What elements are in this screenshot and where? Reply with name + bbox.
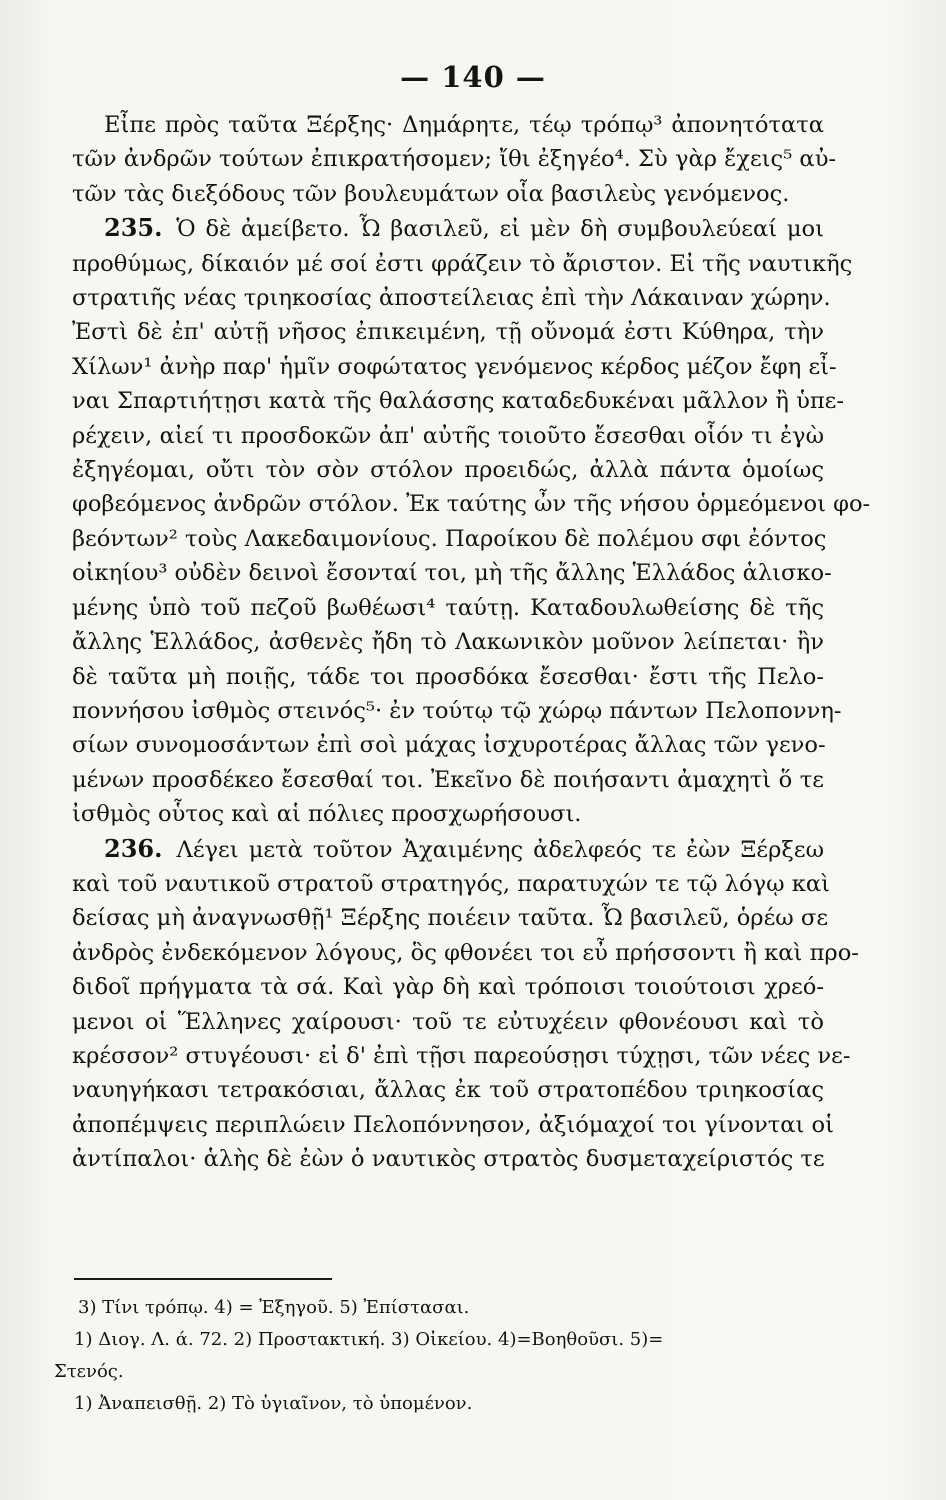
text-line: ναι Σπαρτιήτῃσι κατὰ τῆς θαλάσσης καταδεδυκέναι μᾶλλον ἢ ὑπε- — [72, 388, 845, 415]
text-line: ἐξηγέομαι, οὔτι τὸν σὸν στόλον προειδώς, ἀλλὰ πάντα ὁμοίως — [72, 457, 824, 484]
text-line: ρέχειν, αἰεί τι προσδοκῶν ἀπ' αὐτῆς τοιοῦτο ἔσεσθαι οἷόν τι ἐγὼ — [72, 422, 824, 449]
text-line — [72, 211, 824, 246]
text-line: μένης ὑπὸ τοῦ πεζοῦ βωθέωσι⁴ ταύτῃ. Καταδουλωθείσης δὲ τῆς — [72, 594, 824, 621]
text-line: φοβεόμενος ἀνδρῶν στόλον. Ἐκ ταύτης ὦν τῆς νήσου ὁρμεόμενοι φο- — [72, 491, 871, 518]
text-line: μενοι οἱ Ἕλληνες χαίρουσι· τοῦ τε εὐτυχέειν φθονέουσι καὶ τὸ — [72, 1008, 824, 1035]
footnote-line: 3) Τίνι τρόπῳ. 4) = Ἐξηγοῦ. 5) Ἐπίστασαι. — [78, 1297, 470, 1318]
text-line: ἄλλης Ἑλλάδος, ἀσθενὲς ἤδη τὸ Λακωνικὸν μοῦνον λείπεται· ἢν — [72, 629, 824, 656]
paragraph-235 — [72, 211, 871, 831]
text-line: διδοῖ πρήγματα τὰ σά. Καὶ γὰρ δὴ καὶ τρόποισι τοιούτοισι χρεό- — [72, 974, 824, 1001]
text-line: Χίλων¹ ἀνὴρ παρ' ἡμῖν σοφώτατος γενόμενος κέρδος μέζον ἔφη εἶ- — [72, 353, 837, 380]
footnote-line: Στενός. — [54, 1361, 124, 1382]
main-text — [72, 108, 871, 1177]
text-line: δείσας μὴ ἀναγνωσθῇ¹ Ξέρξης ποιέειν ταῦτα. Ὦ βασιλεῦ, ὁρέω σε — [72, 905, 829, 932]
text-line: οἰκηίου³ οὐδὲν δεινοὶ ἔσονταί τοι, μὴ τῆς ἄλλης Ἑλλάδος ἁλισκο- — [72, 560, 832, 587]
text-line: Ἐστὶ δὲ ἐπ' αὐτῇ νῆσος ἐπικειμένη, τῇ οὔνομά ἐστι Κύθηρα, τὴν — [72, 319, 824, 346]
text-line: ἀνδρὸς ἐνδεκόμενον λόγους, ὃς φθονέει τοι εὖ πρήσσοντι ἢ καὶ προ- — [72, 939, 859, 966]
text-line: προθύμως, δίκαιόν μέ σοί ἐστι φράζειν τὸ ἄριστον. Εἰ τῆς ναυτικῆς — [72, 250, 853, 277]
page-number: — 140 — — [400, 60, 546, 94]
text-line-content: Λέγει μετὰ τοῦτον Ἀχαιμένης ἀδελφεός τε ἐὼν Ξέρξεω — [176, 836, 824, 863]
footnote-line: 1) Ἀναπεισθῇ. 2) Τὸ ὑγιαῖνον, τὸ ὑπομένον. — [74, 1393, 473, 1414]
text-line: καὶ τοῦ ναυτικοῦ στρατοῦ στρατηγός, παρατυχών τε τῷ λόγῳ καὶ — [72, 870, 830, 897]
text-line: τῶν ἀνδρῶν τούτων ἐπικρατήσομεν; ἴθι ἐξηγέο⁴. Σὺ γὰρ ἔχεις⁵ αὐ- — [72, 146, 837, 173]
paragraph-intro — [72, 108, 837, 211]
text-line — [72, 832, 824, 867]
footnotes — [54, 1292, 814, 1420]
text-line: ναυηγήκασι τετρακόσιαι, ἄλλας ἐκ τοῦ στρατοπέδου τριηκοσίας — [72, 1077, 824, 1104]
text-line: ποννήσου ἰσθμὸς στεινός⁵· ἐν τούτῳ τῷ χώρῳ πάντων Πελοποννη- — [72, 697, 842, 724]
paragraph-236 — [72, 832, 859, 1177]
text-line: σίων συνομοσάντων ἐπὶ σοὶ μάχας ἰσχυροτέρας ἄλλας τῶν γενο- — [72, 732, 826, 759]
text-line: Εἶπε πρὸς ταῦτα Ξέρξης· Δημάρητε, τέῳ τρόπῳ³ ἀπονητότατα — [104, 112, 824, 138]
text-line: μένων προσδέκεο ἔσεσθαί τοι. Ἐκεῖνο δὲ ποιήσαντι ἀμαχητὶ ὅ τε — [72, 766, 824, 793]
footnote-divider — [74, 1278, 332, 1280]
text-line: κρέσσον² στυγέουσι· εἰ δ' ἐπὶ τῇσι παρεούσῃσι τύχῃσι, τῶν νέες νε- — [72, 1042, 851, 1069]
text-line: ἀποπέμψεις περιπλώειν Πελοπόννησον, ἀξιόμαχοί τοι γίνονται οἱ — [72, 1111, 835, 1138]
text-line: στρατιῆς νέας τριηκοσίας ἀποστείλειας ἐπὶ τὴν Λάκαιναν χώρην. — [72, 285, 831, 312]
section-number: 236. — [104, 833, 163, 863]
text-line-content: Ὁ δὲ ἀμείβετο. Ὦ βασιλεῦ, εἰ μὲν δὴ συμβουλεύεαί μοι — [176, 216, 824, 243]
text-line: δὲ ταῦτα μὴ ποιῇς, τάδε τοι προσδόκα ἔσεσθαι· ἔστι τῆς Πελο- — [72, 663, 824, 690]
footnote-line: 1) Διογ. Λ. ά. 72. 2) Προστακτική. 3) Οἰκείου. 4)=Βοηθοῦσι. 5)= — [74, 1329, 664, 1350]
text-line: τῶν τὰς διεξόδους τῶν βουλευμάτων οἷα βασιλεὺς γενόμενος. — [72, 180, 790, 207]
text-line: ἀντίπαλοι· ἁλὴς δὲ ἐὼν ὁ ναυτικὸς στρατὸς δυσμεταχείριστός τε — [72, 1146, 825, 1173]
text-line: βεόντων² τοὺς Λακεδαιμονίους. Παροίκου δὲ πολέμου σφι ἐόντος — [72, 525, 827, 552]
section-number: 235. — [104, 213, 163, 243]
text-line: ἰσθμὸς οὗτος καὶ αἱ πόλιες προσχωρήσουσι. — [72, 801, 582, 828]
